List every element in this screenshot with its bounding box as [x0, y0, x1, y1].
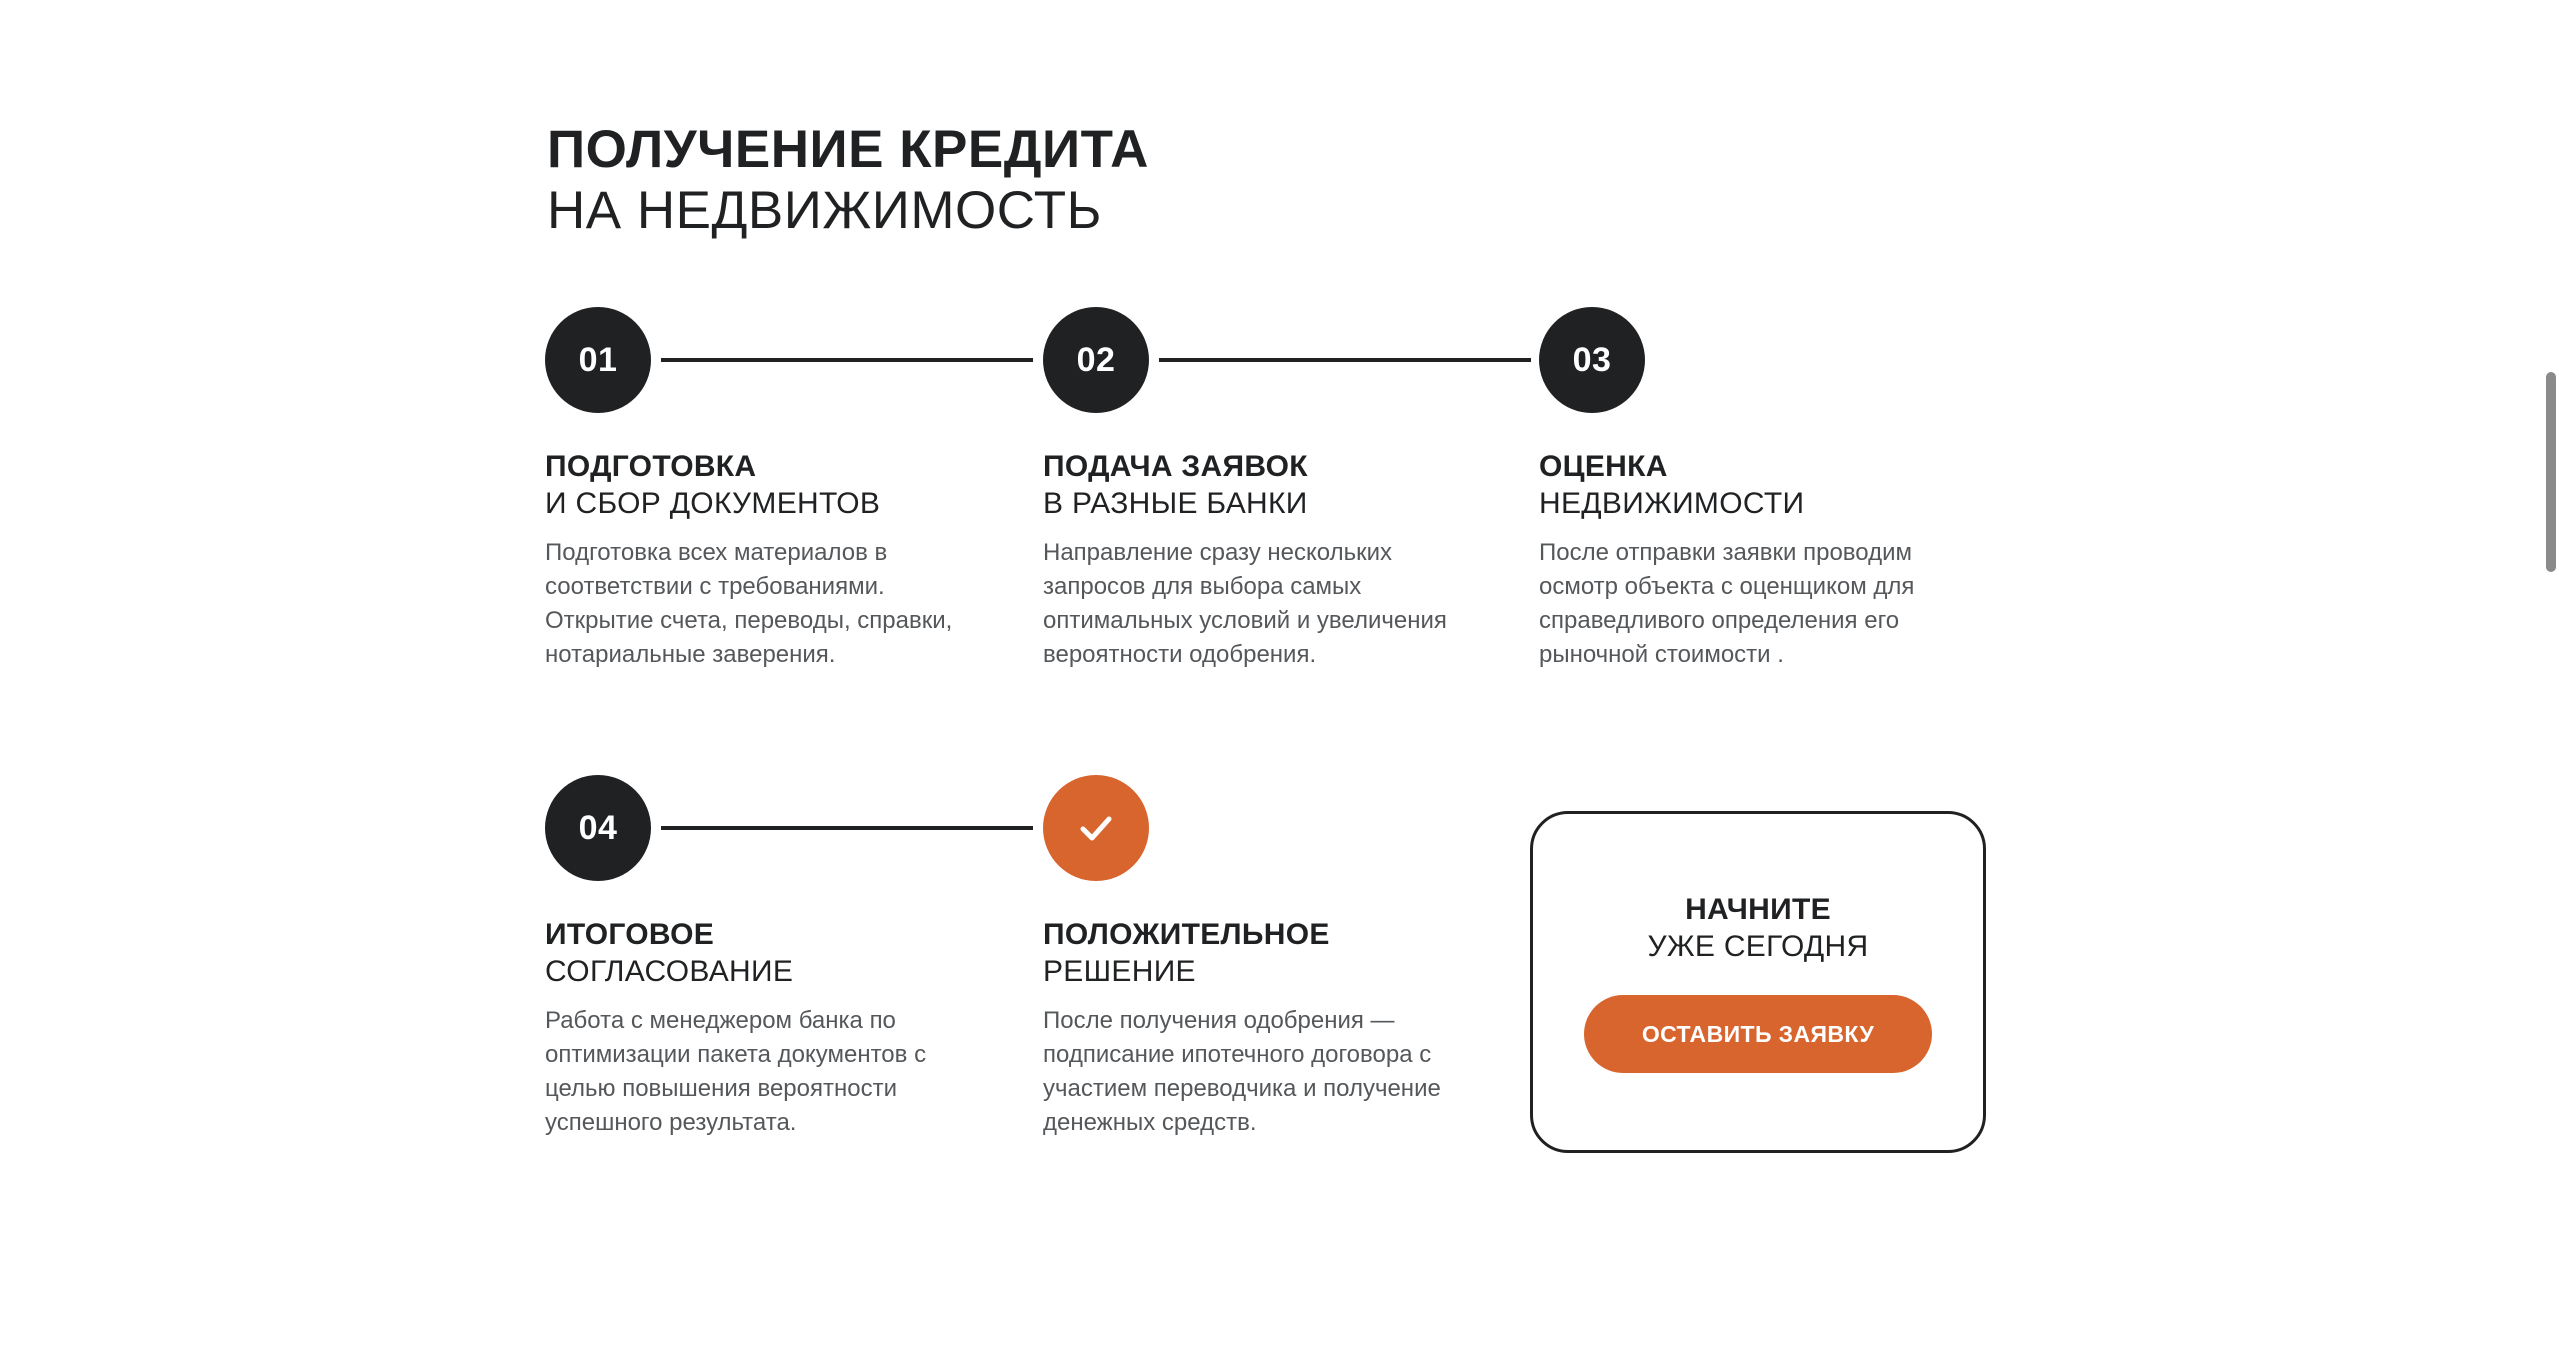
section-heading	[547, 120, 1149, 242]
step-title-bold: ПОЛОЖИТЕЛЬНОЕ	[1043, 918, 1330, 951]
heading-bold: ПОЛУЧЕНИЕ КРЕДИТА	[547, 120, 1149, 179]
page-scrollbar[interactable]	[2541, 0, 2559, 1361]
step-title-bold: ИТОГОВОЕ	[545, 918, 715, 951]
step-description: Работа с менеджером банка по оптимизации пакета документов с целью повышения вероятности успешного результата.	[545, 1007, 927, 1136]
step-number-badge: 04	[545, 775, 651, 881]
step-connector-line	[661, 826, 1033, 830]
step-03	[1539, 307, 1979, 672]
step-description: После получения одобрения — подписание ипотечного договора с участием переводчика и получение денежных средств.	[1043, 1007, 1441, 1136]
check-icon	[1074, 806, 1118, 850]
step-02	[1043, 307, 1483, 672]
step-title	[1043, 916, 1483, 990]
scrollbar-thumb[interactable]	[2546, 372, 2556, 572]
step-title	[1539, 448, 1979, 522]
step-number-badge: 02	[1043, 307, 1149, 413]
step-title	[545, 916, 985, 990]
step-title-light: В РАЗНЫЕ БАНКИ	[1043, 487, 1308, 520]
step-title	[545, 448, 985, 522]
step-connector-line	[1159, 358, 1531, 362]
step-title-light: И СБОР ДОКУМЕНТОВ	[545, 487, 881, 520]
cta-title-light: УЖЕ СЕГОДНЯ	[1647, 930, 1869, 963]
step-positive-decision	[1043, 775, 1483, 1140]
heading-light: НА НЕДВИЖИМОСТЬ	[547, 180, 1102, 240]
step-title	[1043, 448, 1483, 522]
step-title-light: СОГЛАСОВАНИЕ	[545, 955, 794, 988]
cta-title-bold: НАЧНИТЕ	[1685, 893, 1831, 926]
step-description: Направление сразу нескольких запросов для выбора самых оптимальных условий и увеличения вероятности одобрения.	[1043, 539, 1447, 668]
cta-title	[1648, 891, 1869, 965]
step-title-light: НЕДВИЖИМОСТИ	[1539, 487, 1805, 520]
step-description: После отправки заявки проводим осмотр объекта с оценщиком для справедливого определения его рыночной стоимости .	[1539, 539, 1915, 668]
step-title-bold: ОЦЕНКА	[1539, 450, 1668, 483]
submit-application-button[interactable]: ОСТАВИТЬ ЗАЯВКУ	[1584, 995, 1932, 1073]
step-title-bold: ПОДАЧА ЗАЯВОК	[1043, 450, 1308, 483]
step-01	[545, 307, 985, 672]
check-badge	[1043, 775, 1149, 881]
cta-card	[1530, 811, 1986, 1153]
step-connector-line	[661, 358, 1033, 362]
step-title-bold: ПОДГОТОВКА	[545, 450, 757, 483]
step-number-badge: 03	[1539, 307, 1645, 413]
step-04	[545, 775, 985, 1140]
step-description: Подготовка всех материалов в соответствии с требованиями. Открытие счета, переводы, справки, нотариальные заверения.	[545, 539, 953, 668]
step-number-badge: 01	[545, 307, 651, 413]
step-title-light: РЕШЕНИЕ	[1043, 955, 1196, 988]
